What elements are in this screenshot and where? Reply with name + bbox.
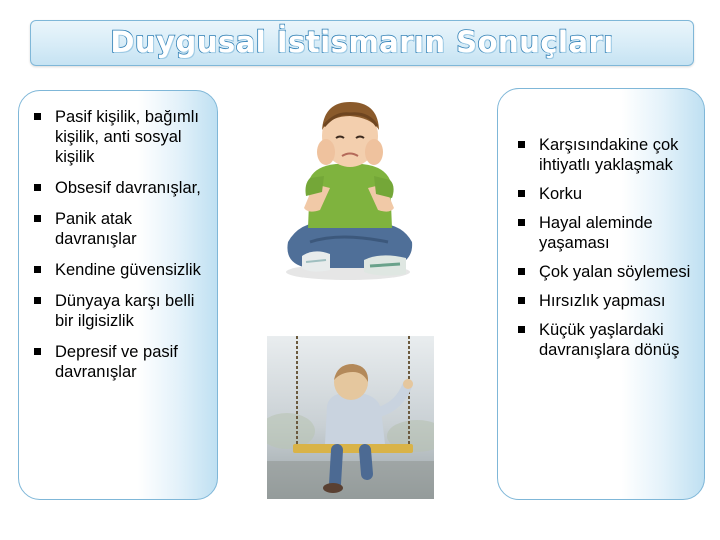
sad-boy-illustration bbox=[280, 92, 417, 288]
square-bullet-icon bbox=[34, 266, 41, 273]
square-bullet-icon bbox=[518, 297, 525, 304]
list-item-text: Obsesif davranışlar, bbox=[55, 179, 201, 197]
list-item bbox=[31, 342, 211, 382]
square-bullet-icon bbox=[518, 268, 525, 275]
list-item-text: Küçük yaşlardaki davranışlara dönüş bbox=[539, 321, 680, 359]
square-bullet-icon bbox=[518, 190, 525, 197]
list-item-text: Panik atak davranışlar bbox=[55, 210, 137, 248]
list-item bbox=[515, 320, 703, 360]
list-item bbox=[515, 262, 703, 282]
list-item-text: Çok yalan söylemesi bbox=[539, 263, 691, 281]
square-bullet-icon bbox=[518, 219, 525, 226]
list-item-text: Kendine güvensizlik bbox=[55, 261, 201, 279]
title-banner bbox=[30, 20, 694, 66]
square-bullet-icon bbox=[518, 141, 525, 148]
right-bullet-panel bbox=[497, 88, 705, 500]
list-item bbox=[515, 184, 703, 204]
list-item bbox=[31, 260, 211, 280]
left-bullet-list bbox=[31, 107, 211, 393]
swing-illustration bbox=[267, 336, 434, 499]
child-on-swing-photo bbox=[267, 336, 434, 499]
list-item-text: Hayal aleminde yaşaması bbox=[539, 214, 653, 252]
left-bullet-panel bbox=[18, 90, 218, 500]
square-bullet-icon bbox=[34, 297, 41, 304]
list-item-text: Depresif ve pasif davranışlar bbox=[55, 343, 178, 381]
list-item bbox=[31, 291, 211, 331]
list-item-text: Dünyaya karşı belli bir ilgisizlik bbox=[55, 292, 195, 330]
square-bullet-icon bbox=[518, 326, 525, 333]
list-item bbox=[515, 213, 703, 253]
square-bullet-icon bbox=[34, 348, 41, 355]
square-bullet-icon bbox=[34, 215, 41, 222]
list-item bbox=[31, 107, 211, 167]
list-item-text: Pasif kişilik, bağımlı kişilik, anti sosyal kişilik bbox=[55, 108, 199, 166]
sad-boy-photo bbox=[280, 92, 417, 288]
slide-title: Duygusal İstismarın Sonuçları bbox=[110, 25, 614, 59]
square-bullet-icon bbox=[34, 184, 41, 191]
list-item-text: Korku bbox=[539, 185, 583, 203]
list-item bbox=[515, 291, 703, 311]
right-bullet-list bbox=[515, 135, 703, 369]
list-item-text: Hırsızlık yapması bbox=[539, 292, 666, 310]
list-item bbox=[515, 135, 703, 175]
list-item bbox=[31, 178, 211, 198]
list-item bbox=[31, 209, 211, 249]
list-item-text: Karşısındakine çok ihtiyatlı yaklaşmak bbox=[539, 136, 679, 174]
square-bullet-icon bbox=[34, 113, 41, 120]
